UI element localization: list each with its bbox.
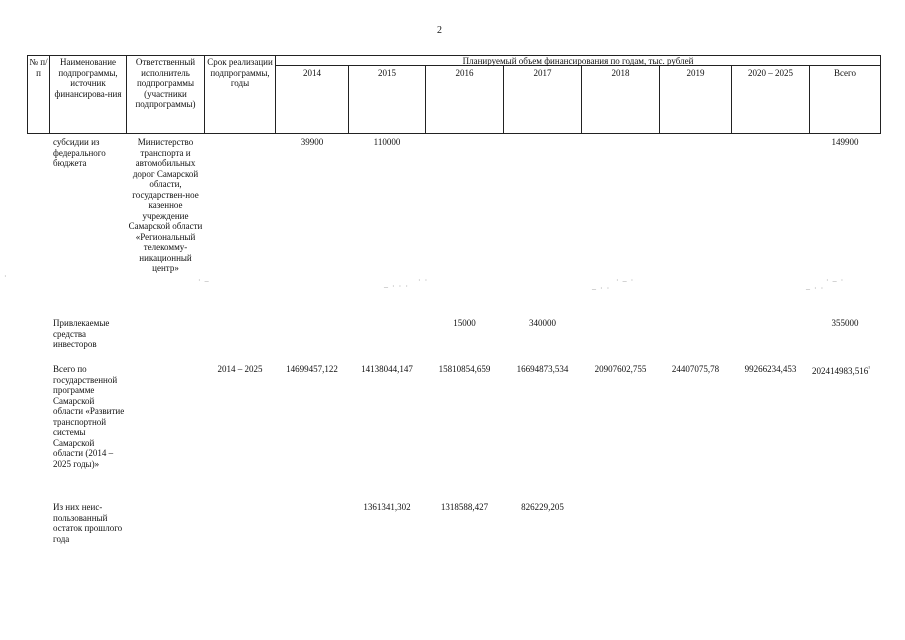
row-2018: 20907602,755 bbox=[594, 364, 647, 374]
row-2015: 14138044,147 bbox=[361, 364, 413, 374]
header-year-2020-2025: 2020 – 2025 bbox=[748, 68, 793, 78]
row-2017: 16694873,534 bbox=[516, 364, 569, 374]
row-2020-2025: 99266234,453 bbox=[744, 364, 797, 374]
scan-speck: · – bbox=[198, 276, 210, 285]
row-name: Привлекаемые средства инвесторов bbox=[53, 318, 110, 349]
row-2014: 14699457,122 bbox=[286, 364, 338, 374]
scan-speck: · · bbox=[418, 276, 429, 285]
row-2017: 826229,205 bbox=[521, 502, 564, 512]
scan-speck: – · · bbox=[592, 284, 611, 293]
header-year-2019: 2019 bbox=[686, 68, 705, 78]
header-col-term: Срок реализации подпрограммы, годы bbox=[207, 57, 273, 88]
scan-speck: · bbox=[4, 272, 8, 281]
row-total-value: 202414983,516 bbox=[812, 366, 869, 376]
scan-speck: – · · · bbox=[384, 282, 409, 291]
header-year-2015: 2015 bbox=[378, 68, 396, 78]
header-planned-title: Планируемый объем финансирования по годам, тыс. рублей bbox=[462, 56, 694, 66]
scan-speck: · – · bbox=[826, 276, 845, 285]
row-term: 2014 – 2025 bbox=[217, 364, 263, 374]
scan-speck: – · · bbox=[806, 284, 825, 293]
row-2014: 39900 bbox=[300, 137, 324, 147]
row-2016: 1318588,427 bbox=[440, 502, 489, 512]
row-name: субсидии из федерального бюджета bbox=[53, 137, 106, 168]
header-year-2016: 2016 bbox=[455, 68, 474, 78]
header-year-2017: 2017 bbox=[533, 68, 552, 78]
row-2015: 110000 bbox=[373, 137, 401, 147]
row-name: Из них неис-пользованный остаток прошлого года bbox=[53, 502, 123, 544]
row-2015: 1361341,302 bbox=[363, 502, 411, 512]
row-responsible: Министерство транспорта и автомобильных дорог Самарской области, государствен-ное казенное учреждение Самарской области «Региональный телекомму-никационный центр» bbox=[128, 137, 203, 273]
row-2016: 15810854,659 bbox=[438, 364, 491, 374]
row-total bbox=[812, 364, 882, 377]
row-2017: 340000 bbox=[529, 318, 556, 328]
header-year-2014: 2014 bbox=[303, 68, 321, 78]
row-2019: 24407075,78 bbox=[671, 364, 720, 374]
footnote-mark: ¹ bbox=[868, 366, 871, 372]
row-2016: 15000 bbox=[453, 318, 476, 328]
header-col-name: Наименование подпрограммы, источник финансирова-ния bbox=[54, 57, 122, 99]
row-total: 355000 bbox=[831, 318, 859, 328]
row-name: Всего по государственной программе Самарской области «Развитие транспортной системы Самарской области (2014 – 2025 годы)» bbox=[53, 364, 125, 469]
row-total: 149900 bbox=[831, 137, 859, 147]
scan-speck: · – · bbox=[616, 276, 635, 285]
header-col-responsible: Ответственный исполнитель подпрограммы (участники подпрограммы) bbox=[135, 57, 196, 109]
page-number: 2 bbox=[437, 25, 442, 36]
header-total: Всего bbox=[833, 68, 857, 78]
header-year-2018: 2018 bbox=[611, 68, 630, 78]
header-col-number: № п/п bbox=[29, 57, 48, 78]
